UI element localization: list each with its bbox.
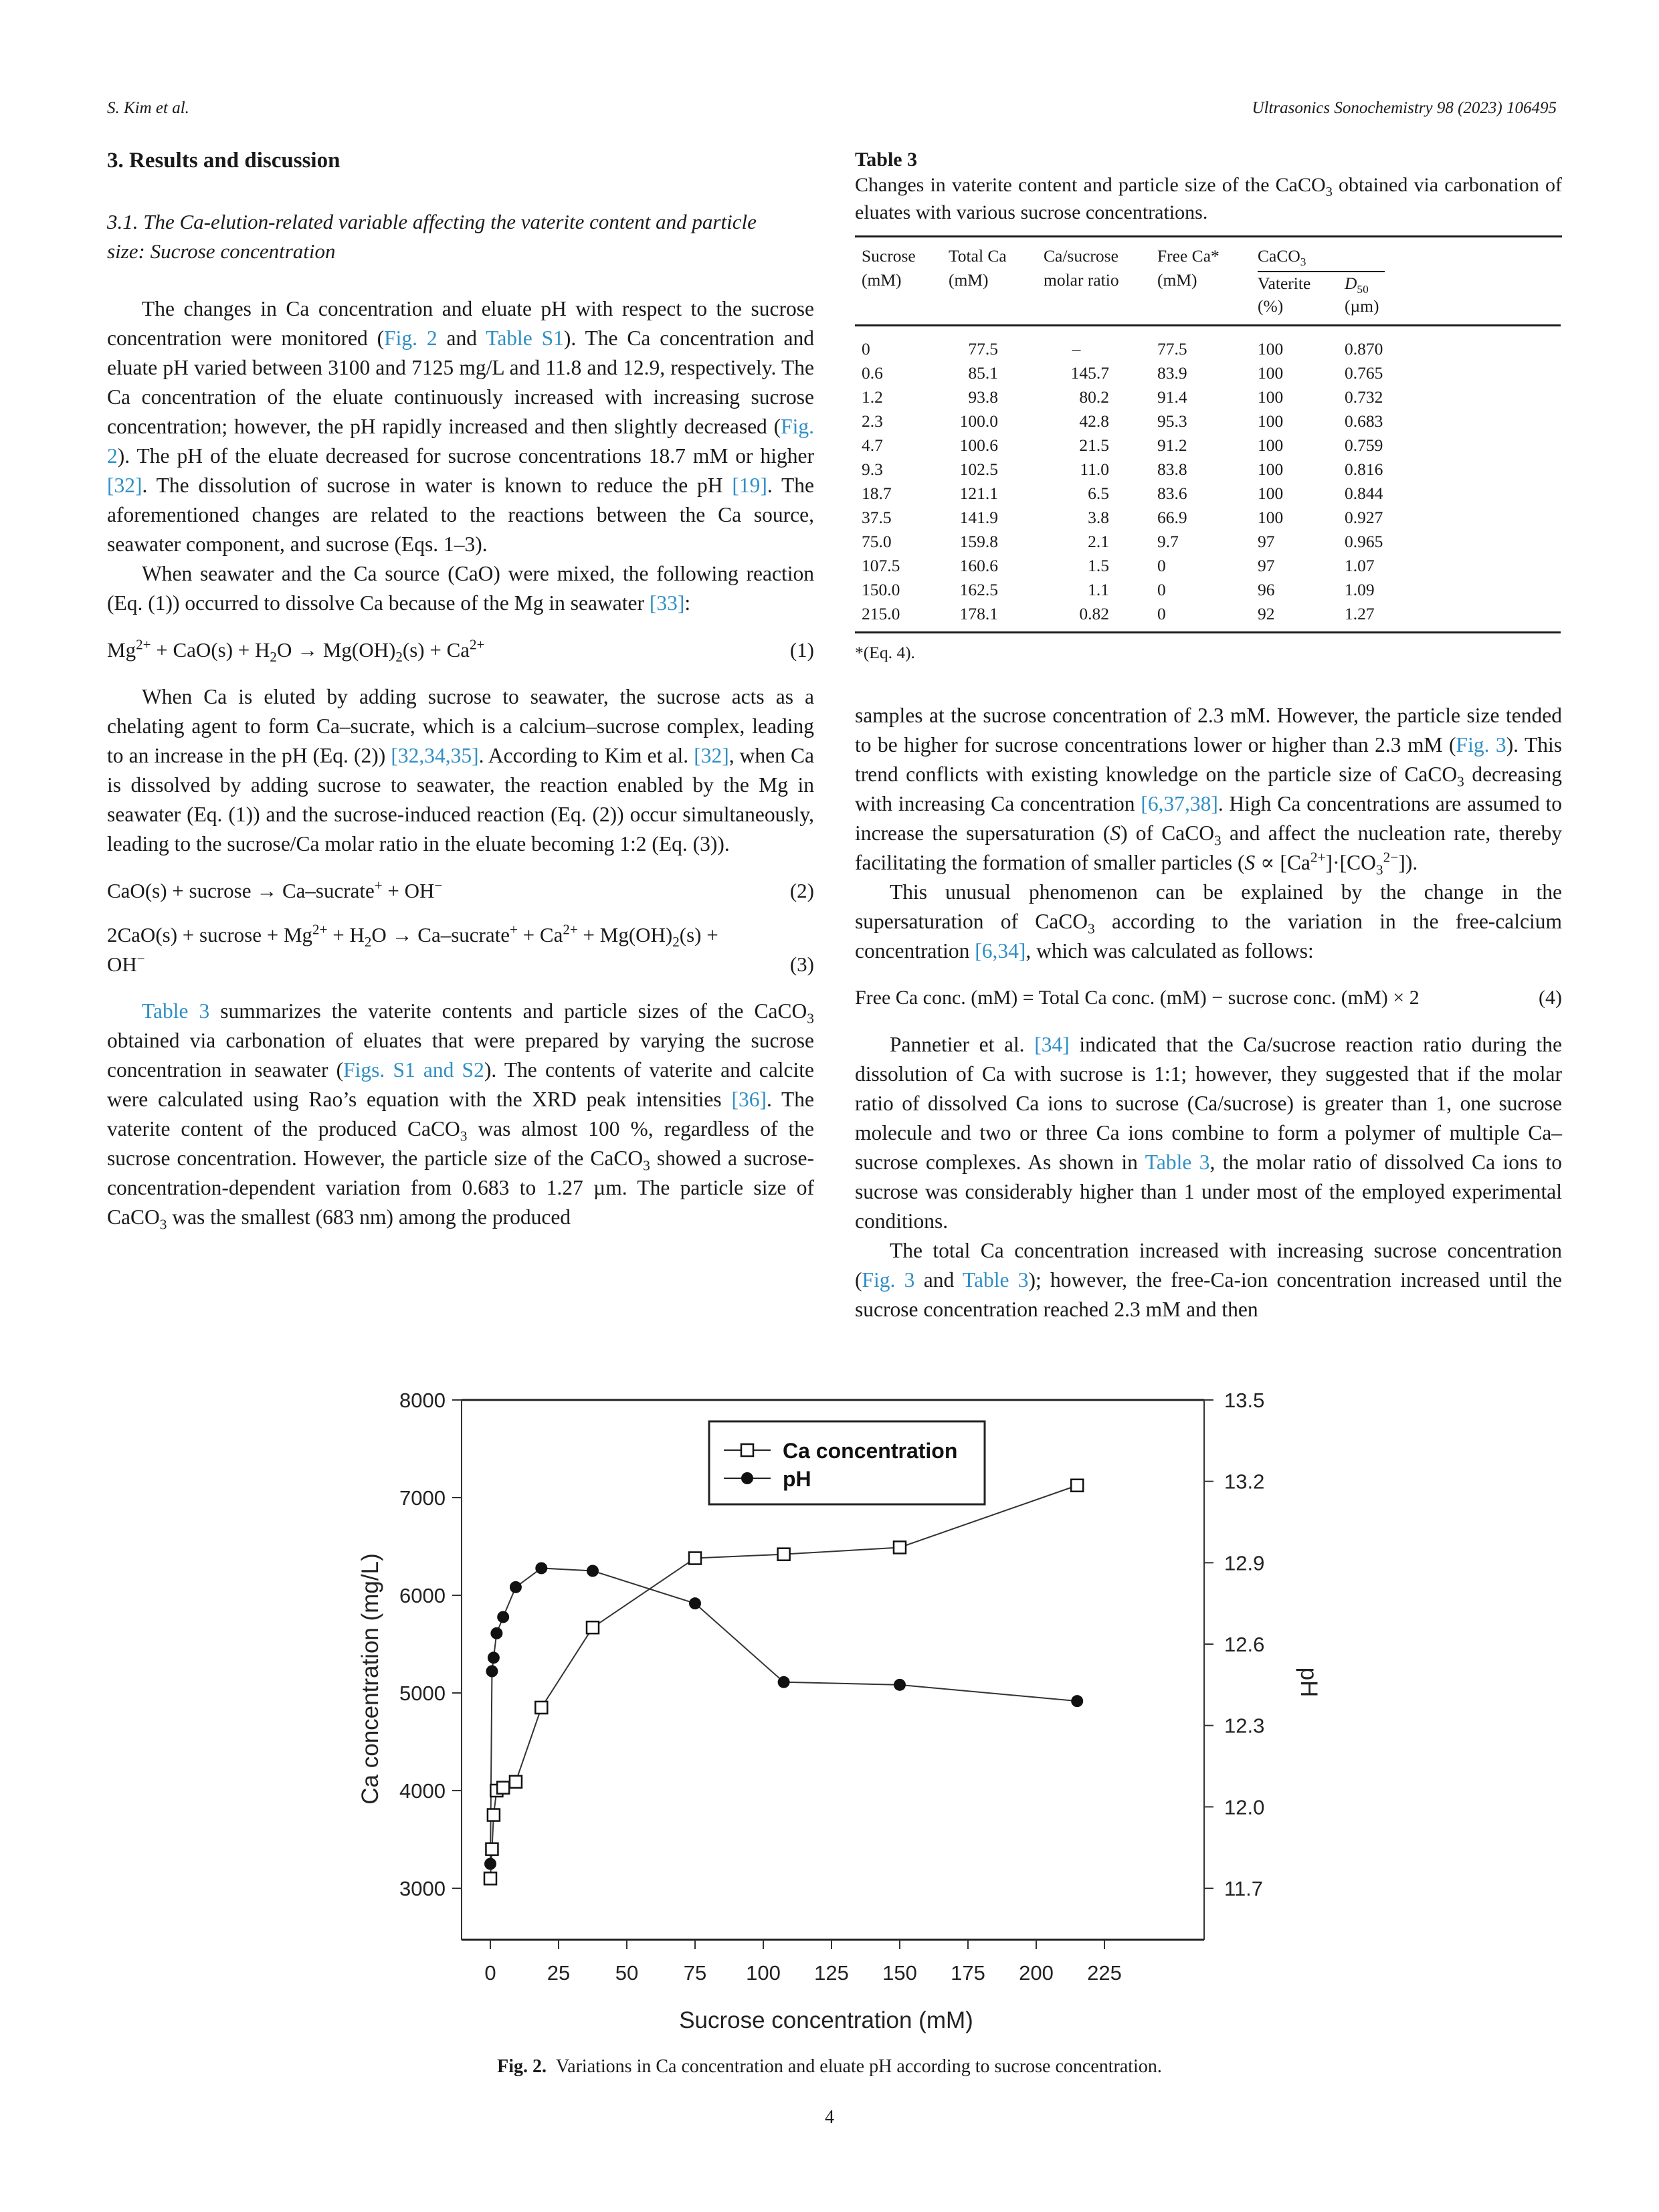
- equation-number: (2): [789, 879, 814, 902]
- citation-link[interactable]: [32]: [107, 474, 142, 497]
- ca-open-square-marker: [488, 1809, 500, 1821]
- table-cell: 2.3: [862, 411, 883, 431]
- col-header-sucrose: Sucrose (mM): [862, 246, 916, 290]
- table-cell: 93.8: [968, 387, 998, 407]
- link-fig2[interactable]: Fig. 2: [384, 326, 437, 350]
- table-cell: 141.9: [959, 508, 998, 527]
- right-axis-tick-label: 12.6: [1224, 1633, 1265, 1656]
- link-fig3[interactable]: Fig. 3: [1456, 733, 1506, 757]
- equation-body: 2CaO(s) + sucrose + $Mg^{2+} + H_2O$ → Ca–sucrate+ + $Ca^{2+} + Mg(OH)_2(s)$ +: [107, 921, 718, 950]
- x-axis-tick-label: 75: [683, 1961, 707, 1985]
- equation-body: $Mg^{2+} + CaO(s) + H_2O \to Mg(OH)_2(s) + Ca^{2+}$: [107, 636, 485, 666]
- ca-open-square-marker: [497, 1782, 509, 1794]
- table-cell: 0.816: [1345, 460, 1383, 479]
- ph-filled-circle-marker: [488, 1651, 500, 1664]
- paragraph: When Ca is eluted by adding sucrose to seawater, the sucrose acts as a chelating agent to form Ca–sucrate, which is a calcium–sucrose complex, leading to an increase in the pH (Eq. (2)) [32,34,35]. According to Kim et al. [32], when Ca is dissolved by adding sucrose to seawater, the reaction enabled by the Mg in seawater (Eq. (1)) and the sucrose-induced reaction (Eq. (2)) occur simultaneously, leading to the sucrose/Ca molar ratio in the eluate becoming 1:2 (Eq. (3)).: [107, 685, 815, 856]
- ph-filled-circle-marker: [1071, 1695, 1083, 1707]
- right-axis-tick-label: 12.9: [1224, 1551, 1265, 1575]
- left-axis-tick-label: 7000: [399, 1486, 446, 1510]
- table-cell: 97: [1258, 532, 1275, 551]
- citation-link[interactable]: [34]: [1034, 1033, 1070, 1056]
- col-header-caco3: CaCO$_3$: [1251, 237, 1561, 272]
- link-table3[interactable]: Table 3: [962, 1268, 1029, 1292]
- paragraph: Table 3 summarizes the vaterite contents and particle sizes of the CaCO$_3$ obtained via carbonation of eluates that were prepared by varying the sucrose concentration in seawater (Figs. S1 and S2). The contents of vaterite and calcite were calculated using Rao’s equation with the XRD peak intensities [36]. The vaterite content of the produced CaCO$_3$ was almost 100 %, regardless of the sucrose concentration. However, the particle size of the CaCO$_3$ showed a sucrose-concentration-dependent variation from 0.683 to 1.27 µm. The particle size of CaCO$_3$ was the smallest (683 nm) among the produced: [107, 999, 815, 1233]
- table-cell: 100: [1258, 363, 1284, 383]
- left-axis-tick-label: 3000: [399, 1877, 446, 1900]
- table-cell: 1.5: [1088, 556, 1109, 575]
- table-cell: 0.82: [1079, 604, 1109, 623]
- ca-open-square-marker: [486, 1843, 498, 1855]
- right-axis-tick-label: 11.7: [1224, 1877, 1264, 1900]
- table-cell: 92: [1258, 604, 1275, 623]
- table-title: Table 3: [855, 148, 918, 171]
- table-cell: 100: [1258, 411, 1284, 431]
- figure-caption: [0, 2056, 1659, 2078]
- table-cell: 1.1: [1088, 580, 1109, 599]
- ca-open-square-marker: [484, 1872, 496, 1884]
- equation-body: CaO(s) + sucrose → Ca–sucrate+ + OH−: [107, 877, 443, 902]
- table-cell: 18.7: [862, 484, 892, 503]
- table-cell: 97: [1258, 556, 1275, 575]
- page-number: 4: [825, 2107, 834, 2128]
- table-cell: 83.9: [1157, 363, 1187, 383]
- equation-body: Free Ca conc. (mM) = Total Ca conc. (mM) − sucrose conc. (mM) × 2: [855, 987, 1420, 1009]
- paragraph: The changes in Ca concentration and eluate pH with respect to the sucrose concentration were monitored (Fig. 2 and Table S1). The Ca concentration and eluate pH varied between 3100 and 7125 mg/L and 11.8 and 12.9, respectively. The Ca concentration of the eluate continuously increased with increasing sucrose concentration; however, the pH rapidly increased and then slightly decreased (Fig. 2). The pH of the eluate decreased for sucrose concentrations 18.7 mM or higher [32]. The dissolution of sucrose in water is known to reduce the pH [19]. The aforementioned changes are related to the reactions between the Ca source, seawater component, and sucrose (Eqs. 1–3).: [107, 297, 815, 556]
- ph-filled-circle-marker: [535, 1562, 547, 1574]
- figure-caption-text: Variations in Ca concentration and eluate pH according to sucrose concentration.: [556, 2056, 1162, 2077]
- table-cell: 0.965: [1345, 532, 1383, 551]
- table-cell: 0.927: [1345, 508, 1383, 527]
- link-table-s1[interactable]: Table S1: [486, 326, 564, 350]
- table-caption: Changes in vaterite content and particle size of the CaCO$_3$ obtained via carbonation of eluates with various sucrose concentrations.: [855, 174, 1562, 223]
- table-cell: 100: [1258, 387, 1284, 407]
- paragraph: samples at the sucrose concentration of 2.3 mM. However, the particle size tended to be higher for sucrose concentrations lower or higher than 2.3 mM (Fig. 3). This trend conflicts with existing knowledge on the particle size of CaCO$_3$ decreasing with increasing Ca concentration [6,37,38]. High Ca concentrations are assumed to increase the supersaturation (S) of CaCO$_3$ and affect the nucleation rate, thereby facilitating the formation of smaller particles $(S \propto [Ca^{2+}]\cdot[CO_3^{2-}])$.: [855, 704, 1563, 878]
- table-cell: 9.7: [1157, 532, 1179, 551]
- table-cell: 3.8: [1088, 508, 1109, 527]
- table-cell: 107.5: [862, 556, 900, 575]
- ph-filled-circle-marker: [484, 1858, 496, 1870]
- col-header-total-ca: Total Ca (mM): [949, 246, 1007, 290]
- left-axis-label: Ca concentration (mg/L): [357, 1553, 383, 1805]
- x-axis-tick-label: 175: [951, 1961, 985, 1985]
- x-axis-tick-label: 125: [814, 1961, 849, 1985]
- table-cell: 2.1: [1088, 532, 1109, 551]
- col-header-free-ca: Free Ca* (mM): [1157, 246, 1219, 290]
- table-cell: 0.759: [1345, 435, 1383, 455]
- figure-label: Fig. 2.: [497, 2056, 547, 2077]
- paragraph: This unusual phenomenon can be explained by the change in the supersaturation of CaCO$_3$ according to the variation in the free-calcium concentration [6,34], which was calculated as follows:: [855, 880, 1562, 963]
- citation-link[interactable]: [6,34]: [975, 939, 1026, 963]
- ph-filled-circle-marker: [587, 1565, 599, 1577]
- table-cell: 100: [1258, 435, 1284, 455]
- table-cell: 0.870: [1345, 339, 1383, 359]
- legend-box: [709, 1421, 985, 1504]
- citation-link[interactable]: [33]: [649, 591, 685, 615]
- table-cell: 1.27: [1345, 604, 1375, 623]
- table-cell: 100.0: [959, 411, 998, 431]
- ph-filled-circle-marker: [894, 1679, 906, 1691]
- section-title: 3. Results and discussion: [107, 148, 340, 173]
- right-axis-label: pH: [1296, 1667, 1322, 1698]
- table-cell: 150.0: [862, 580, 900, 599]
- ca-open-square-marker: [1071, 1480, 1083, 1492]
- table-cell: 1.09: [1345, 580, 1375, 599]
- table-cell: 4.7: [862, 435, 883, 455]
- citation-link[interactable]: [32,34,35]: [391, 744, 479, 767]
- link-figs-s1-s2[interactable]: Figs. S1 and S2: [343, 1058, 484, 1082]
- table-cell: 0: [1157, 604, 1166, 623]
- left-axis-tick-label: 8000: [399, 1389, 446, 1412]
- legend-open-square-icon: [741, 1444, 753, 1456]
- table-cell: 0: [862, 339, 870, 359]
- legend-filled-circle-icon: [741, 1472, 753, 1484]
- ca-open-square-marker: [587, 1621, 599, 1633]
- running-header-authors: S. Kim et al.: [107, 99, 189, 117]
- equation-number: (4): [1539, 987, 1562, 1009]
- table-cell: 215.0: [862, 604, 900, 623]
- table-cell: 0.6: [862, 363, 883, 383]
- table-cell: 0.844: [1345, 484, 1383, 503]
- table-cell: 80.2: [1079, 387, 1109, 407]
- col-header-ratio: Ca/sucrose molar ratio: [1044, 246, 1119, 290]
- table-cell: 91.4: [1157, 387, 1187, 407]
- table-cell: 0: [1157, 580, 1166, 599]
- table-cell: 100: [1258, 460, 1284, 479]
- table-cell: 0: [1157, 556, 1166, 575]
- citation-link[interactable]: [36]: [731, 1088, 767, 1111]
- ca-open-square-marker: [778, 1548, 790, 1561]
- legend-label-ph: pH: [783, 1467, 811, 1491]
- legend-label-ca: Ca concentration: [783, 1439, 958, 1463]
- table-cell: 85.1: [968, 363, 998, 383]
- link-fig3[interactable]: Fig. 3: [862, 1268, 915, 1292]
- table-cell: 1.2: [862, 387, 883, 407]
- ph-filled-circle-marker: [510, 1581, 522, 1593]
- right-axis-tick-label: 13.5: [1224, 1389, 1265, 1412]
- table-cell: 100: [1258, 484, 1284, 503]
- table-cell: 83.6: [1157, 484, 1187, 503]
- table-cell: 100: [1258, 339, 1284, 359]
- table-cell: 145.7: [1070, 363, 1109, 383]
- paragraph: The total Ca concentration increased with increasing sucrose concentration (Fig. 3 and Table 3); however, the free-Ca-ion concentration increased until the sucrose concentration reached 2.3 mM and then: [855, 1239, 1562, 1321]
- left-axis-tick-label: 6000: [399, 1584, 446, 1607]
- x-axis-tick-label: 0: [484, 1961, 496, 1985]
- table-cell: 0.732: [1345, 387, 1383, 407]
- table-cell: 83.8: [1157, 460, 1187, 479]
- paragraph: When seawater and the Ca source (CaO) were mixed, the following reaction (Eq. (1)) occurred to dissolve Ca because of the Mg in seawater [33]:: [107, 562, 814, 615]
- x-axis-tick-label: 200: [1019, 1961, 1054, 1985]
- equation-number: (3): [789, 952, 814, 976]
- table-cell: 77.5: [1157, 339, 1187, 359]
- x-axis-tick-label: 25: [547, 1961, 571, 1985]
- ca-open-square-marker: [894, 1541, 906, 1553]
- paragraph: Pannetier et al. [34] indicated that the Ca/sucrose reaction ratio during the dissolution of Ca with sucrose is 1:1; however, they suggested that if the molar ratio of dissolved Ca ions to sucrose (Ca/sucrose) is greater than 1, one sucrose molecule and two or three Ca ions combine to form a polymer of multiple Ca–sucrose complexes. As shown in Table 3, the molar ratio of dissolved Ca ions to sucrose was considerably higher than 1 under most of the employed experimental conditions.: [855, 1033, 1563, 1233]
- ph-filled-circle-marker: [486, 1666, 498, 1678]
- citation-link[interactable]: [19]: [732, 474, 767, 497]
- table-cell: 159.8: [959, 532, 998, 551]
- ca-open-square-marker: [510, 1776, 522, 1788]
- right-axis-tick-label: 12.0: [1224, 1795, 1265, 1819]
- table-cell: 178.1: [959, 604, 998, 623]
- citation-link[interactable]: [6,37,38]: [1141, 792, 1218, 815]
- table-cell: 6.5: [1088, 484, 1109, 503]
- x-axis-tick-label: 50: [615, 1961, 639, 1985]
- ph-line: [490, 1568, 1077, 1864]
- ca-open-square-marker: [535, 1702, 547, 1714]
- col-header-d50: $D_{50}$ (µm): [1345, 274, 1379, 316]
- table-cell: 102.5: [959, 460, 998, 479]
- x-axis-tick-label: 100: [746, 1961, 781, 1985]
- table-cell: 1.07: [1345, 556, 1375, 575]
- table-cell: 95.3: [1157, 411, 1187, 431]
- dual-axis-line-chart: [357, 1389, 1322, 2033]
- x-axis-tick-label: 150: [882, 1961, 917, 1985]
- ph-filled-circle-marker: [490, 1627, 502, 1639]
- table-cell: 160.6: [959, 556, 998, 575]
- table-cell: 9.3: [862, 460, 883, 479]
- ca-open-square-marker: [689, 1552, 701, 1565]
- x-axis-label: Sucrose concentration (mM): [679, 2007, 973, 2033]
- left-axis-tick-label: 4000: [399, 1779, 446, 1803]
- table-cell: 100: [1258, 508, 1284, 527]
- ph-filled-circle-marker: [689, 1597, 701, 1609]
- table-cell: 162.5: [959, 580, 998, 599]
- table-cell: 66.9: [1157, 508, 1187, 527]
- citation-link[interactable]: [32]: [694, 744, 729, 767]
- table-cell: 96: [1258, 580, 1275, 599]
- table-cell: 75.0: [862, 532, 892, 551]
- running-header-journal: Ultrasonics Sonochemistry 98 (2023) 106495: [1252, 99, 1557, 117]
- ph-filled-circle-marker: [778, 1676, 790, 1688]
- equation-number: (1): [789, 638, 814, 662]
- table-cell: 0.683: [1345, 411, 1383, 431]
- x-axis-tick-label: 225: [1087, 1961, 1122, 1985]
- table-cell: 37.5: [862, 508, 892, 527]
- table-cell: 21.5: [1079, 435, 1109, 455]
- table-cell: –: [1072, 339, 1081, 359]
- equation-3: 2CaO(s) + sucrose + $Mg^{2+} + H_2O$ → Ca–sucrate+ + $Ca^{2+} + Mg(OH)_2(s)$ + OH− (3): [107, 920, 814, 979]
- table-footnote: *(Eq. 4).: [855, 643, 915, 662]
- link-table3[interactable]: Table 3: [142, 999, 210, 1023]
- table-cell: 0.765: [1345, 363, 1383, 383]
- subsection-title: 3.1. The Ca-elution-related variable affecting the vaterite content and particle size: Sucrose concentration: [107, 210, 757, 263]
- table-cell: 77.5: [968, 339, 998, 359]
- link-fig2[interactable]: Fig. 2: [107, 415, 814, 468]
- link-table3[interactable]: Table 3: [1145, 1150, 1210, 1174]
- right-axis-tick-label: 12.3: [1224, 1714, 1265, 1738]
- table-cell: 100.6: [959, 435, 998, 455]
- table-cell: 11.0: [1080, 460, 1109, 479]
- table-cell: 42.8: [1079, 411, 1109, 431]
- right-axis-tick-label: 13.2: [1224, 1470, 1265, 1494]
- left-axis-tick-label: 5000: [399, 1682, 446, 1705]
- table-cell: 91.2: [1157, 435, 1187, 455]
- table-cell: 121.1: [959, 484, 998, 503]
- col-header-vaterite: Vaterite (%): [1258, 274, 1311, 316]
- ph-filled-circle-marker: [497, 1611, 509, 1623]
